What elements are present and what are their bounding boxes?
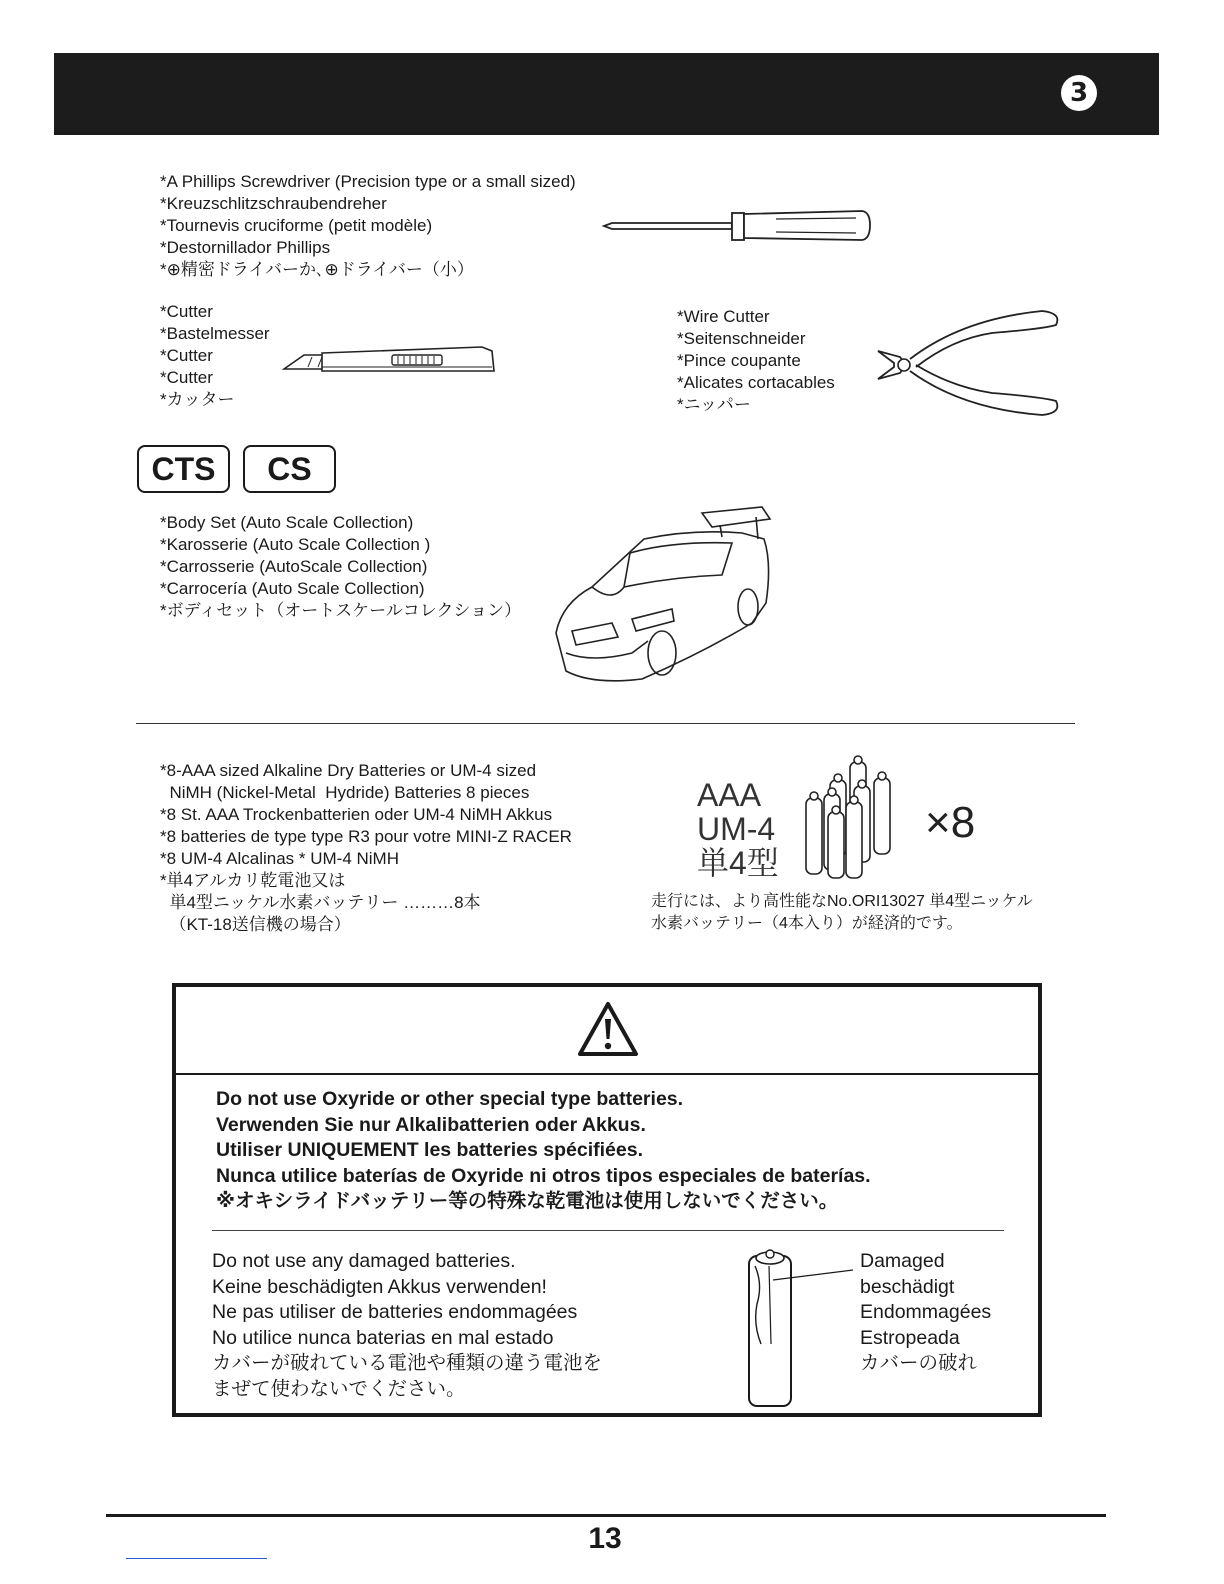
footer-link-underline (126, 1558, 267, 1559)
damaged-label-jp: カバーの破れ (860, 1352, 978, 1374)
damaged-label-de: beschädigt (860, 1275, 955, 1298)
damaged-label-fr: Endommagées (860, 1301, 992, 1323)
screwdriver-illustration (600, 205, 875, 245)
warning-body-line-es: No utilice nunca baterias en mal estado (212, 1326, 554, 1349)
warning-damaged-text (212, 1249, 602, 1402)
battery-note-line-2: 水素バッテリー（4本入り）が経済的です。 (651, 915, 963, 932)
footer-rule (106, 1514, 1106, 1517)
warning-body-line-jp-1: カバーが破れている電池や種類の違う電池を (212, 1352, 603, 1374)
body-set-text (160, 512, 521, 622)
batteries-line-3: *8 St. AAA Trockenbatterien oder UM-4 NiMH Akkus (160, 805, 553, 824)
batteries-text (160, 760, 572, 936)
car-body-illustration (552, 503, 777, 688)
page-number: 13 (588, 1522, 622, 1555)
cts-badge: CTS (137, 445, 230, 493)
battery-recommendation-note (651, 891, 1033, 935)
cutter-line-en: *Cutter (160, 302, 213, 321)
batteries-line-7: 単4型ニッケル水素バッテリー ………8本 (160, 893, 481, 912)
screwdriver-line-en: *A Phillips Screwdriver (Precision type or a small sized) (160, 172, 576, 191)
body-set-line-fr: *Carrosserie (AutoScale Collection) (160, 557, 428, 576)
cutter-illustration (282, 343, 498, 377)
warning-bold-line-en: Do not use Oxyride or other special type batteries. (216, 1088, 684, 1110)
warning-body-line-de: Keine beschädigten Akkus verwenden! (212, 1275, 547, 1298)
warning-separator (212, 1230, 1004, 1231)
warning-header (176, 987, 1038, 1075)
warning-bold-text (216, 1087, 871, 1215)
screwdriver-line-es: *Destornillador Phillips (160, 238, 331, 257)
wire-cutter-line-en: *Wire Cutter (677, 307, 770, 326)
step-number-badge: 3 (1061, 75, 1097, 111)
battery-stack-icon (800, 752, 900, 882)
batteries-line-6: *単4アルカリ乾電池又は (160, 871, 346, 890)
wire-cutter-line-jp: *ニッパー (677, 395, 751, 414)
screwdriver-line-de: *Kreuzschlitzschraubendreher (160, 194, 387, 213)
cutter-line-jp: *カッター (160, 390, 235, 409)
battery-quantity: ×8 (925, 798, 976, 847)
warning-bold-line-de: Verwenden Sie nur Alkalibatterien oder Akkus. (216, 1113, 646, 1136)
body-set-line-en: *Body Set (Auto Scale Collection) (160, 513, 414, 532)
battery-size-aaa: AAA (697, 777, 762, 813)
warning-body-line-en: Do not use any damaged batteries. (212, 1250, 516, 1272)
batteries-line-4: *8 batteries de type type R3 pour votre MINI-Z RACER (160, 827, 572, 846)
cutter-text (160, 301, 270, 411)
battery-size-labels (697, 778, 779, 880)
warning-bold-line-jp: ※オキシライドバッテリー等の特殊な乾電池は使用しないでください。 (216, 1190, 839, 1212)
damaged-battery-illustration (741, 1244, 861, 1412)
body-set-line-de: *Karosserie (Auto Scale Collection ) (160, 535, 431, 554)
damaged-labels (860, 1249, 991, 1377)
warning-body-line-fr: Ne pas utiliser de batteries endommagées (212, 1301, 578, 1323)
warning-bold-line-fr: Utiliser UNIQUEMENT les batteries spécifiées. (216, 1139, 643, 1161)
screwdriver-text (160, 171, 576, 281)
damaged-label-es: Estropeada (860, 1326, 960, 1349)
batteries-line-5: *8 UM-4 Alcalinas * UM-4 NiMH (160, 849, 399, 868)
header-bar (54, 53, 1159, 135)
damaged-label-en: Damaged (860, 1250, 945, 1272)
battery-size-jp: 単4型 (697, 845, 779, 881)
batteries-line-1: *8-AAA sized Alkaline Dry Batteries or UM-4 sized (160, 761, 537, 780)
warning-bold-line-es: Nunca utilice baterías de Oxyride ni otros tipos especiales de baterías. (216, 1164, 871, 1187)
cutter-line-es: *Cutter (160, 368, 213, 387)
body-set-line-jp: *ボディセット（オートスケールコレクション） (160, 601, 522, 620)
battery-note-line-1: 走行には、より高性能なNo.ORI13027 単4型ニッケル (651, 893, 1033, 910)
wire-cutter-line-fr: *Pince coupante (677, 351, 801, 370)
wire-cutter-text (677, 306, 835, 416)
warning-box (172, 983, 1042, 1417)
cutter-line-fr: *Cutter (160, 346, 213, 365)
battery-size-um4: UM-4 (697, 811, 776, 847)
body-set-line-es: *Carrocería (Auto Scale Collection) (160, 579, 425, 598)
screwdriver-line-fr: *Tournevis cruciforme (petit modèle) (160, 216, 433, 235)
cs-badge: CS (243, 445, 336, 493)
screwdriver-line-jp: *⊕精密ドライバーか､⊕ドライバー（小） (160, 260, 474, 279)
warning-triangle-icon (577, 1001, 639, 1057)
wire-cutter-line-de: *Seitenschneider (677, 329, 806, 348)
wire-cutter-illustration (872, 305, 1067, 420)
wire-cutter-line-es: *Alicates cortacables (677, 373, 835, 392)
warning-body-line-jp-2: まぜて使わないでください。 (212, 1377, 466, 1400)
batteries-line-2: NiMH (Nickel-Metal Hydride) Batteries 8 pieces (160, 783, 530, 802)
cutter-line-de: *Bastelmesser (160, 324, 270, 343)
batteries-line-8: （KT-18送信機の場合） (160, 915, 351, 934)
section-divider (136, 723, 1075, 724)
